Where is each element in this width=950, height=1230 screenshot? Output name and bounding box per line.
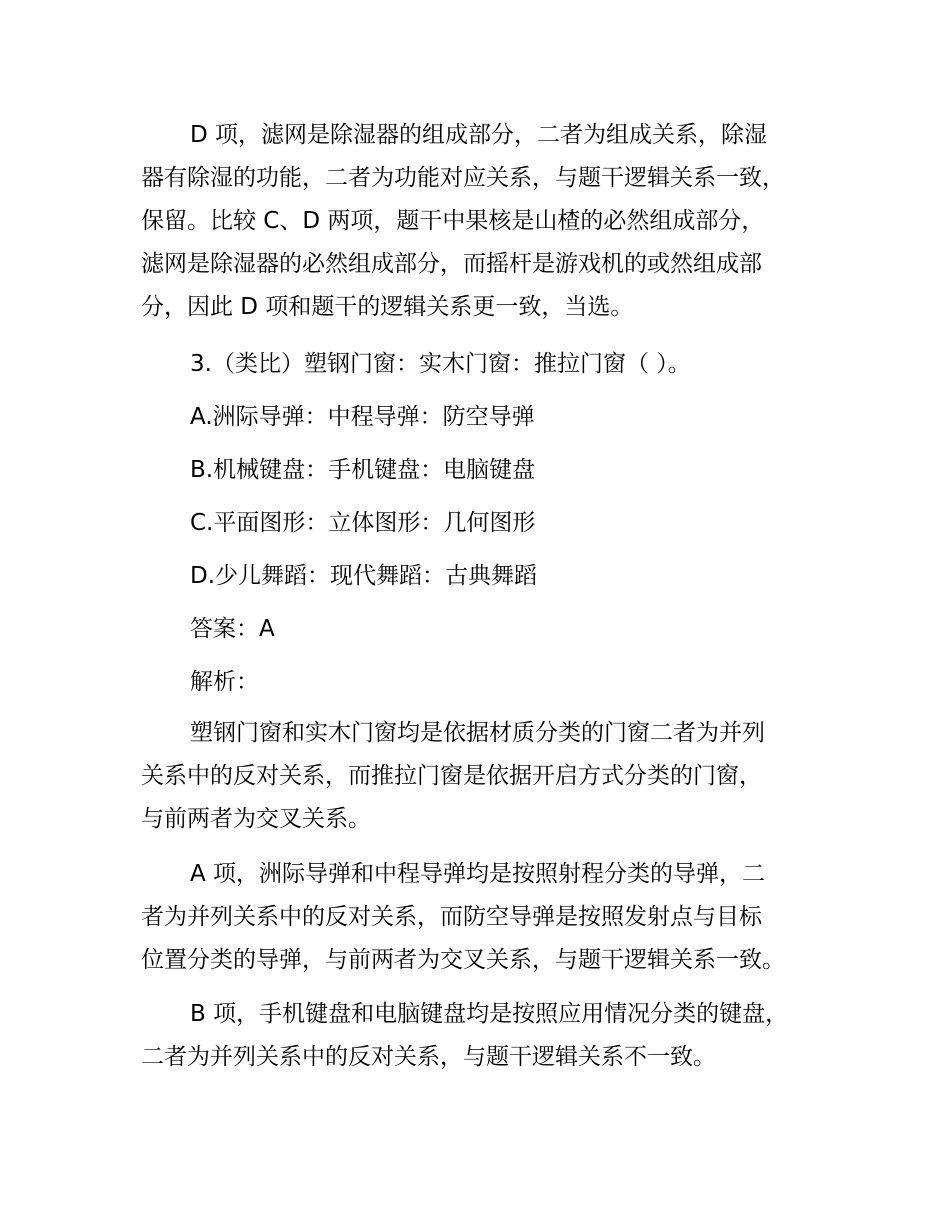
- text-line: 者为并列关系中的反对关系，而防空导弹是按照发射点与目标: [141, 904, 762, 930]
- text-line: 滤网是除湿器的必然组成部分，而摇杆是游戏机的或然组成部: [141, 251, 762, 277]
- question-text: 3.（类比）塑钢门窗：实木门窗：推拉门窗（ ）。: [190, 351, 691, 377]
- paragraph-analysis-b: [141, 993, 841, 1079]
- analysis-label-text: 解析：: [190, 669, 259, 695]
- answer: [141, 608, 841, 651]
- text-line: B 项，手机键盘和电脑键盘均是按照应用情况分类的键盘，: [190, 1001, 789, 1027]
- text-line: 分，因此 D 项和题干的逻辑关系更一致，当选。: [141, 294, 634, 320]
- text-line: D 项，滤网是除湿器的组成部分，二者为组成关系，除湿: [190, 122, 768, 148]
- text-line: 器有除湿的功能，二者为功能对应关系，与题干逻辑关系一致，: [141, 165, 785, 191]
- text-line: 塑钢门窗和实木门窗均是依据材质分类的门窗二者为并列: [190, 720, 765, 746]
- option-text: C.平面图形：立体图形：几何图形: [190, 510, 536, 536]
- paragraph-d-analysis: [141, 114, 841, 329]
- option-b: [141, 449, 841, 492]
- option-c: [141, 502, 841, 545]
- answer-text: 答案：A: [190, 616, 275, 642]
- option-a: [141, 396, 841, 439]
- analysis-label: [141, 661, 841, 704]
- text-line: 二者为并列关系中的反对关系，与题干逻辑关系不一致。: [141, 1044, 716, 1070]
- text-line: 位置分类的导弹，与前两者为交叉关系，与题干逻辑关系一致。: [141, 947, 785, 973]
- text-line: 关系中的反对关系，而推拉门窗是依据开启方式分类的门窗，: [141, 763, 762, 789]
- text-line: A 项，洲际导弹和中程导弹均是按照射程分类的导弹，二: [190, 861, 766, 887]
- option-d: [141, 555, 841, 598]
- question-3: [141, 343, 841, 386]
- option-text: A.洲际导弹：中程导弹：防空导弹: [190, 404, 535, 430]
- option-text: B.机械键盘：手机键盘：电脑键盘: [190, 457, 536, 483]
- text-line: 保留。比较 C、D 两项，题干中果核是山楂的必然组成部分，: [141, 208, 765, 234]
- paragraph-analysis-stem: [141, 712, 841, 841]
- option-text: D.少儿舞蹈：现代舞蹈：古典舞蹈: [190, 563, 538, 589]
- text-line: 与前两者为交叉关系。: [141, 806, 371, 832]
- paragraph-analysis-a: [141, 853, 841, 982]
